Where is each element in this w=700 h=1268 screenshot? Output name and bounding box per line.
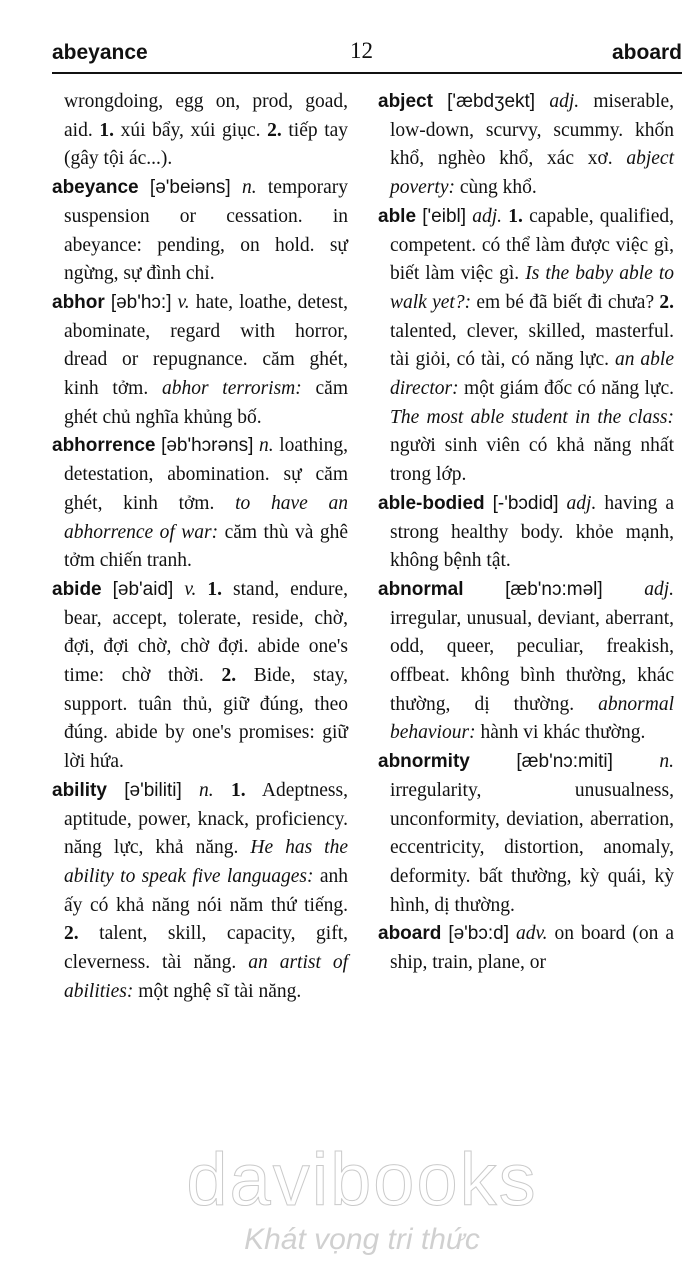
definition: hate, loathe, detest, abominate, regard with horror, dread or repugnance. <box>64 291 349 371</box>
headword: abnormity <box>378 751 470 773</box>
phrase-translation: chờ thời. <box>121 665 204 687</box>
phrase: abide one's time: <box>64 636 348 687</box>
translation: căm ghét, kinh tởm. <box>64 349 348 400</box>
example-translation: anh ấy có khả năng nói năm thứ tiếng. <box>64 865 348 916</box>
page-number: 12 <box>350 38 373 63</box>
definition: irregular, unusual, deviant, aberrant, odd, queer, peculiar, freakish, offbeat. <box>390 607 674 687</box>
watermark-brand: davibooks <box>186 1138 538 1221</box>
example-translation: căm ghét chủ nghĩa khủng bố. <box>64 378 349 428</box>
example-translation: em bé đã biết đi chưa? <box>476 291 655 313</box>
right-guide-word: aboard <box>611 41 682 64</box>
part-of-speech: n. <box>259 435 274 457</box>
part-of-speech: n. <box>199 779 214 801</box>
pronunciation: [-'bɔdid] <box>492 492 559 514</box>
pronunciation: [æb'nɔ:miti] <box>516 751 613 773</box>
pronunciation: [ə'biliti] <box>124 779 182 801</box>
phrase: abide by one's promises: <box>115 722 315 744</box>
example: an artist of abilities: <box>64 952 348 1002</box>
definition: capable, qualified, competent. <box>390 205 674 256</box>
sense-number: 1. <box>508 205 523 227</box>
pronunciation: [əb'hɔrəns] <box>161 435 254 457</box>
dictionary-entry-abhorrence <box>52 432 348 576</box>
definition: talent, skill, capacity, gift, cleverness. <box>64 923 348 974</box>
part-of-speech: adj. <box>566 492 597 514</box>
translation: không bình thường, khác thường, dị thường. <box>390 665 675 715</box>
example: abject poverty: <box>390 148 674 199</box>
right-column <box>378 88 674 978</box>
definition: stand, endure, bear, accept, tolerate, reside, <box>64 578 348 629</box>
part-of-speech: n. <box>659 751 674 773</box>
pronunciation: [əb'aid] <box>112 578 174 600</box>
headword: abeyance <box>52 177 139 199</box>
part-of-speech: adj. <box>549 91 580 112</box>
dictionary-entry-abeyance <box>52 174 348 289</box>
headword: abhorrence <box>52 435 156 457</box>
translation: khỏe mạnh, không bệnh tật. <box>390 521 674 572</box>
dictionary-entry-able-bodied <box>378 490 674 576</box>
definition: talented, clever, skilled, masterful. <box>390 320 674 342</box>
example-translation: hành vi khác thường. <box>480 722 646 744</box>
pronunciation: ['æbdʒekt] <box>447 91 536 112</box>
translation: năng lực, khả năng. <box>64 837 239 859</box>
part-of-speech: v. <box>177 291 190 313</box>
translation: tuân thủ, giữ đúng, theo đúng. <box>64 693 348 744</box>
dictionary-entry-continuation: wrongdoing, egg on, prod, goad, aid. 1. xúi bẩy, xúi giục. 2. tiếp tay (gây tội ác...). <box>64 91 349 170</box>
page-header <box>52 38 682 74</box>
example: an able director: <box>390 349 674 400</box>
part-of-speech: adj. <box>644 578 674 600</box>
part-of-speech: adv. <box>515 923 548 945</box>
pronunciation: [æb'nɔ:məl] <box>505 578 603 600</box>
part-of-speech: adj. <box>472 205 503 227</box>
example-translation: căm thù và ghê tởm chiến tranh. <box>64 521 348 572</box>
headword: ability <box>52 779 107 801</box>
dictionary-entry-abnormal <box>378 576 674 748</box>
watermark-slogan: Khát vọng tri thức <box>244 1223 480 1256</box>
left-column <box>52 88 348 1007</box>
definition: Bide, stay, support. <box>64 665 349 715</box>
dictionary-entry-abnormity <box>378 748 674 920</box>
headword: able-bodied <box>378 492 485 514</box>
sense-number: 1. <box>231 779 246 801</box>
headword: abnormal <box>378 578 464 600</box>
example: to have an abhorrence of war: <box>64 492 349 543</box>
definition: irregularity, unusualness, unconformity, deviation, aberration, eccentricity, distortion, anomaly, deformity. <box>390 779 674 887</box>
definition: on board (on a ship, train, plane, or <box>390 923 674 974</box>
headword: aboard <box>378 923 442 945</box>
watermark <box>152 1140 572 1258</box>
headword: abject <box>378 91 433 112</box>
definition: having a strong healthy body. <box>390 492 675 543</box>
dictionary-entry-aboard <box>378 920 674 977</box>
headword: abhor <box>52 291 105 313</box>
part-of-speech: v. <box>184 578 197 600</box>
sense-number: 1. <box>207 578 223 600</box>
headword: abide <box>52 578 102 600</box>
example-translation: một giám đốc có năng lực. <box>463 378 675 400</box>
part-of-speech: n. <box>241 177 257 199</box>
definition: Adeptness, aptitude, power, knack, proficiency. <box>64 779 348 830</box>
pronunciation: [ə'bɔ:d] <box>448 923 509 945</box>
sense-number: 2. <box>221 665 237 687</box>
headword: able <box>378 205 417 227</box>
example: abnormal behaviour: <box>390 693 674 744</box>
dictionary-entry-abide <box>52 576 348 777</box>
sense-number: 2. <box>659 291 675 313</box>
definition: temporary suspension or cessation. in abeyance: pending, on hold. <box>64 177 349 256</box>
pronunciation: ['eibl] <box>422 205 467 227</box>
example: He has the ability to speak five languages: <box>64 837 349 887</box>
translation: bất thường, kỳ quái, kỳ hình, dị thường. <box>390 865 674 916</box>
example-translation: cùng khổ. <box>459 177 537 199</box>
dictionary-entry-abject <box>378 88 674 203</box>
translation: sự ngừng, sự đình chỉ. <box>64 234 349 285</box>
sense-number: 2. <box>64 923 79 945</box>
left-guide-word: abeyance <box>52 41 148 64</box>
pronunciation: [əb'hɔ:] <box>110 291 172 313</box>
example: Is the baby able to walk yet?: <box>390 263 674 313</box>
translation: tài giỏi, có tài, có năng lực. <box>390 349 610 371</box>
translation: tài năng. <box>162 952 237 974</box>
translation: khốn khổ, nghèo khổ, xác xơ. <box>390 119 674 170</box>
definition: miserable, low-down, scurvy, scummy. <box>390 91 675 141</box>
translation: sự căm ghét, kinh tởm. <box>64 464 348 514</box>
phrase-translation: giữ lời hứa. <box>64 722 348 773</box>
translation: có thể làm được việc gì, biết làm việc gì. <box>390 234 675 285</box>
example-translation: người sinh viên có khả năng nhất trong lớp. <box>390 435 674 486</box>
translation: chờ, đợi, đợi chờ, chờ đợi. <box>64 607 348 658</box>
dictionary-entry-able <box>378 203 674 490</box>
example: The most able student in the class: <box>390 406 674 428</box>
pronunciation: [ə'beiəns] <box>149 177 231 199</box>
definition: loathing, detestation, abomination. <box>64 435 348 486</box>
example-translation: một nghệ sĩ tài năng. <box>138 980 302 1002</box>
dictionary-entry-ability <box>52 777 348 1007</box>
dictionary-entry-abhor <box>52 289 348 433</box>
example: abhor terrorism: <box>161 378 302 400</box>
